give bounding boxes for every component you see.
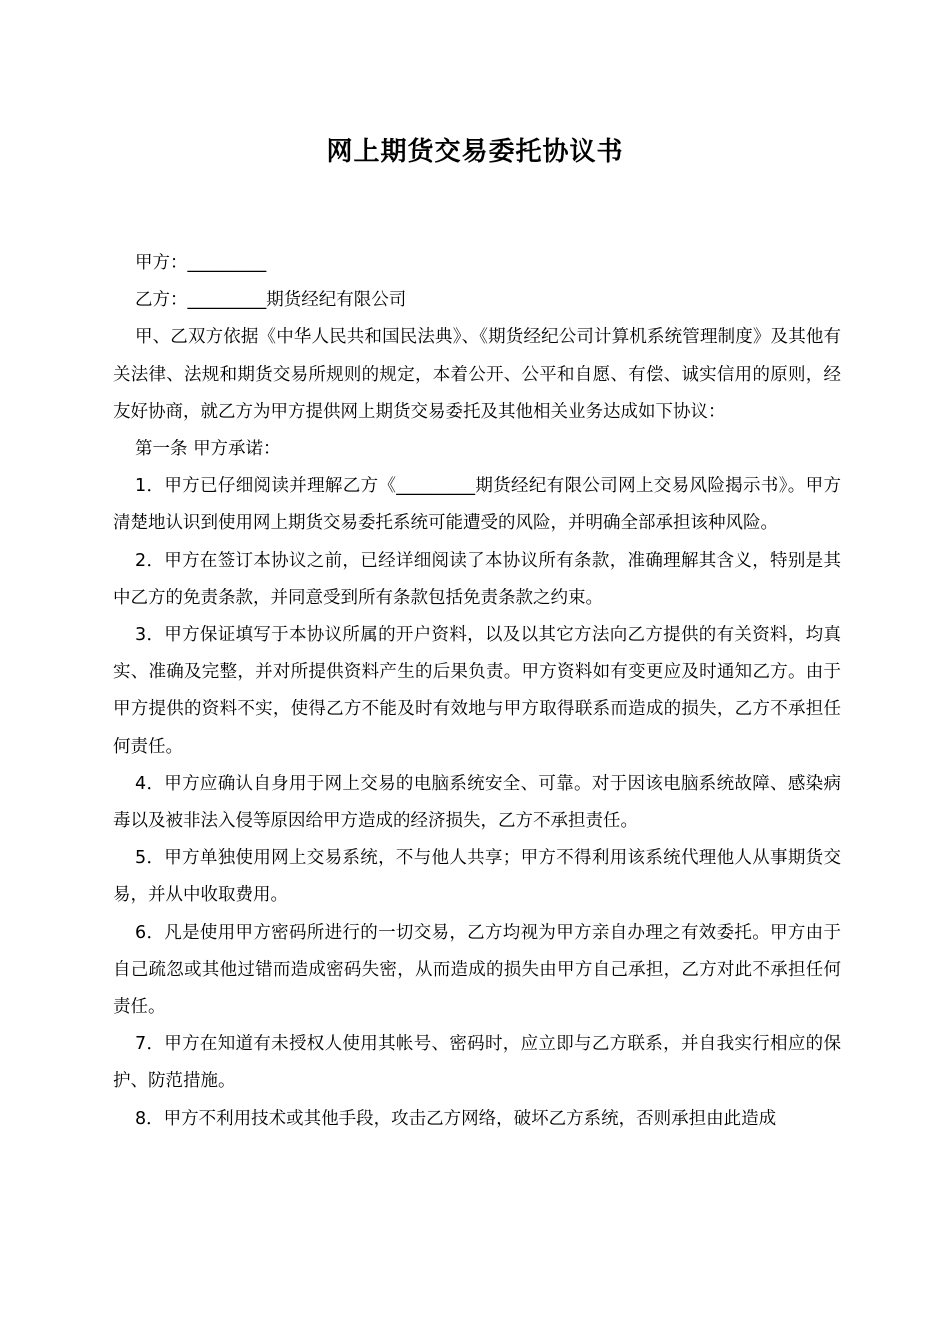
- clause-2: 2．甲方在签订本协议之前，已经详细阅读了本协议所有条款，准确理解其含义，特别是其中乙方的免责条款，并同意受到所有条款包括免责条款之约束。: [113, 550, 841, 608]
- document-title: 网上期货交易委托协议书: [326, 137, 624, 167]
- clause-6: 6．凡是使用甲方密码所进行的一切交易，乙方均视为甲方亲自办理之有效委托。甲方由于自己疏忽或其他过错而造成密码失密，从而造成的损失由甲方自己承担，乙方对此不承担任何责任。: [113, 922, 841, 1018]
- document-body: [113, 245, 841, 1138]
- clause-8: 8．甲方不利用技术或其他手段，攻击乙方网络，破坏乙方系统，否则承担由此造成: [135, 1108, 777, 1129]
- party-b-line: 乙方：_________期货经纪有限公司: [135, 290, 407, 311]
- clause-1: 1．甲方已仔细阅读并理解乙方《_________期货经纪有限公司网上交易风险揭示书》。甲方清楚地认识到使用网上期货交易委托系统可能遭受的风险，并明确全部承担该种风险。: [113, 476, 841, 534]
- article-1-heading: 第一条 甲方承诺：: [135, 439, 281, 460]
- party-a-line: 甲方：_________: [135, 253, 267, 273]
- clause-4: 4．甲方应确认自身用于网上交易的电脑系统安全、可靠。对于因该电脑系统故障、感染病毒以及被非法入侵等原因给甲方造成的经济损失，乙方不承担责任。: [113, 773, 841, 832]
- clause-3: 3．甲方保证填写于本协议所属的开户资料，以及以其它方法向乙方提供的有关资料，均真实、准确及完整，并对所提供资料产生的后果负责。甲方资料如有变更应及时通知乙方。由于甲方提供的资料不实，使得乙方不能及时有效地与甲方取得联系而造成的损失，乙方不承担任何责任。: [113, 625, 841, 757]
- clause-5: 5．甲方单独使用网上交易系统，不与他人共享；甲方不得利用该系统代理他人从事期货交易，并从中收取费用。: [113, 848, 841, 906]
- intro-paragraph: 甲、乙双方依据《中华人民共和国民法典》、《期货经纪公司计算机系统管理制度》及其他有关法律、法规和期货交易所规则的规定，本着公开、公平和自愿、有偿、诚实信用的原则，经友好协商，就乙方为甲方提供网上期货交易委托及其他相关业务达成如下协议：: [113, 327, 841, 422]
- clause-7: 7．甲方在知道有未授权人使用其帐号、密码时，应立即与乙方联系，并自我实行相应的保护、防范措施。: [113, 1034, 841, 1092]
